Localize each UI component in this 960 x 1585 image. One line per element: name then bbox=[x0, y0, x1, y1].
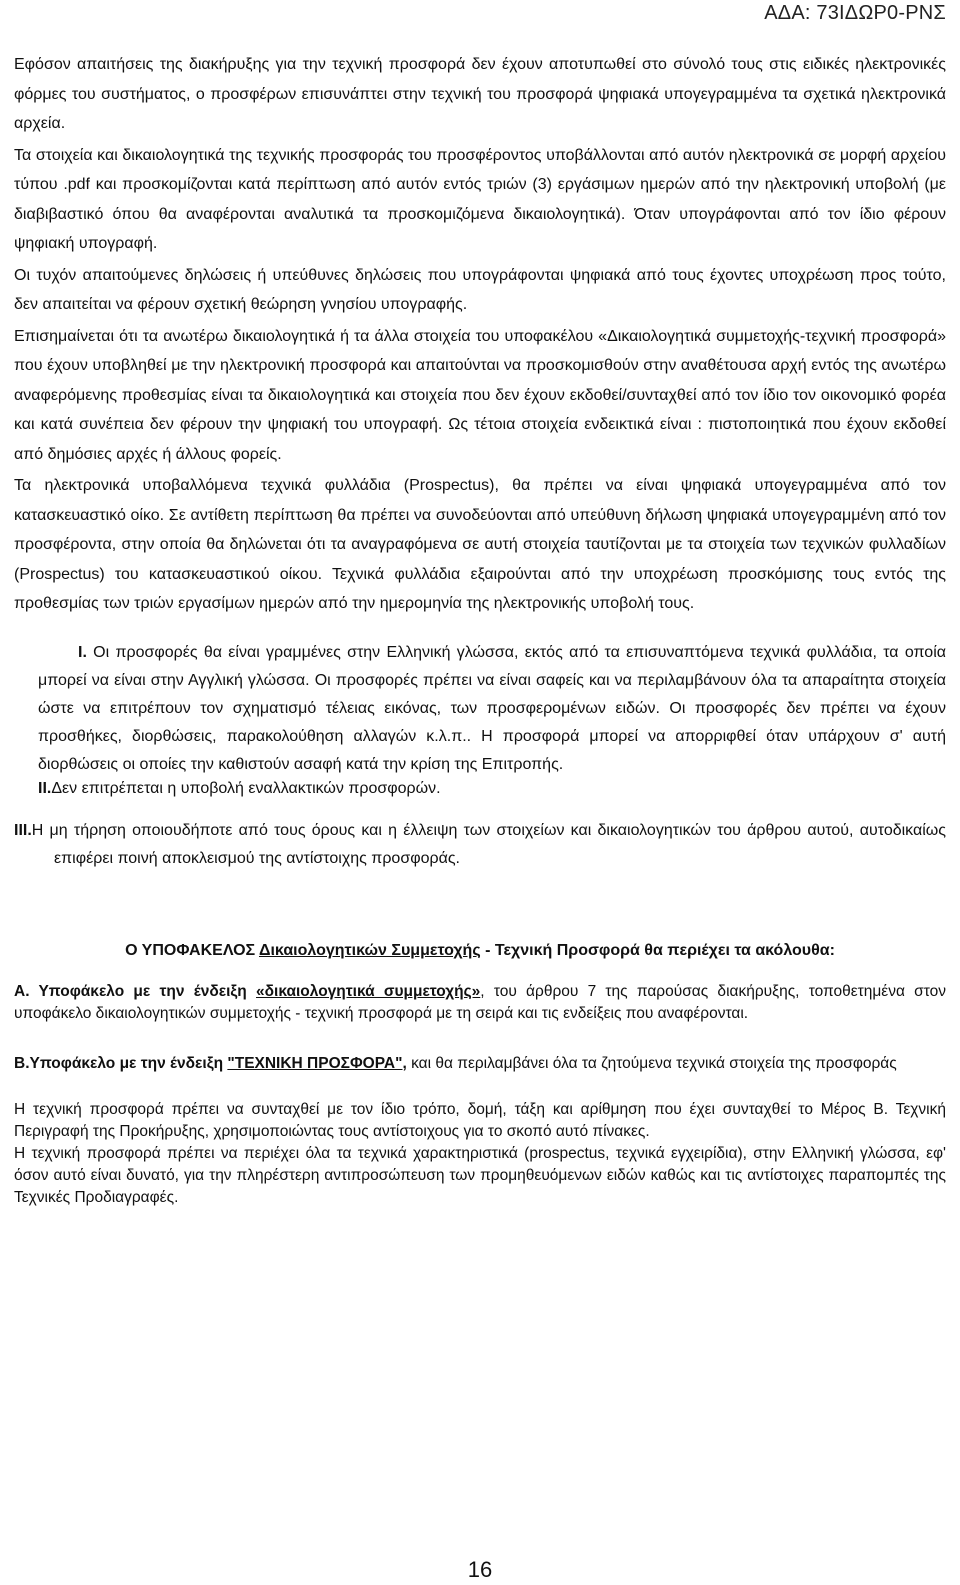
heading-underlined: Δικαιολογητικών Συμμετοχής bbox=[258, 941, 481, 959]
section-b-underlined: "ΤΕΧΝΙΚΗ ΠΡΟΣΦΟΡΑ", bbox=[227, 1054, 407, 1072]
section-b bbox=[14, 1053, 946, 1075]
page-number: 16 bbox=[467, 1557, 493, 1582]
paragraph: Τα στοιχεία και δικαιολογητικά της τεχνικής προσφοράς του προσφέροντος υποβάλλονται από αυτόν ηλεκτρονικά σε μορφή αρχείου τύπου .pdf και προσκομίζονται κατά περίπτωση από αυτόν εντός τριών (3) εργάσιμων ημερών από την ηλεκτρονική υποβολή (με διαβιβαστικό όπου θα αναφέρονται αναλυτικά τα προσκομιζόμενα δικαιολογητικά). Όταν υπογράφονται από τον ίδιο φέρουν ψηφιακή υπογραφή. bbox=[14, 146, 946, 252]
section-a bbox=[14, 981, 946, 1025]
heading-pre: Ο ΥΠΟΦΑΚΕΛΟΣ bbox=[125, 941, 259, 959]
paragraph: Η τεχνική προσφορά πρέπει να περιέχει όλα τα τεχνικά χαρακτηριστικά (prospectus, τεχνικά εγχειρίδια), στην Ελληνική γλώσσα, εφ' όσον αυτό είναι δυνατό, για την πληρέστερη αντιπροσώπευση των προμηθευόμενων ειδών καθώς και τις αντίστοιχες παραπομπές της Τεχνικές Προδιαγραφές. bbox=[14, 1144, 946, 1206]
numbered-list bbox=[14, 639, 946, 873]
list-item bbox=[14, 817, 946, 873]
paragraph: Οι τυχόν απαιτούμενες δηλώσεις ή υπεύθυνες δηλώσεις που υπογράφονται ψηφιακά από τους έχοντες υποχρέωση προς τούτο, δεν απαιτείται να φέρουν σχετική θεώρηση γνησίου υπογραφής. bbox=[14, 266, 946, 313]
list-marker: III. bbox=[14, 821, 32, 839]
list-item bbox=[14, 775, 946, 803]
section-b-text: και θα περιλαμβάνει όλα τα ζητούμενα τεχνικά στοιχεία της προσφοράς bbox=[406, 1054, 897, 1072]
list-item-text: Οι προσφορές θα είναι γραμμένες στην Ελληνική γλώσσα, εκτός από τα επισυναπτόμενα τεχνικά φυλλάδια, τα οποία μπορεί να είναι στην Αγγλική γλώσσα. Οι προσφορές πρέπει να είναι σαφείς και να περιλαμβάνουν όλα τα απαραίτητα στοιχεία ώστε να επιτρέπουν τον σχηματισμό τέλειας εικόνας, των προσφερομένων ειδών. Οι προσφορές δεν πρέπει να έχουν προσθήκες, διορθώσεις, παρακολούθηση αλλαγών κ.λ.π.. Η προσφορά μπορεί να απορριφθεί όταν υπάρχουν σ' αυτή διορθώσεις οι οποίες την καθιστούν ασαφή κατά την κρίση της Επιτροπής. bbox=[38, 643, 946, 773]
document-body bbox=[14, 50, 946, 1209]
section-a-underlined: «δικαιολογητικά συμμετοχής» bbox=[256, 982, 481, 1000]
paragraph: Τα ηλεκτρονικά υποβαλλόμενα τεχνικά φυλλάδια (Prospectus), θα πρέπει να είναι ψηφιακά υπογεγραμμένα από τον κατασκευαστικό οίκο. Σε αντίθετη περίπτωση θα πρέπει να συνοδεύονται από υπεύθυνη δήλωση ψηφιακά υπογεγραμμένη από τον προσφέροντα, στην οποία θα δηλώνεται ότι τα αναγραφόμενα σε αυτή στοιχεία ταυτίζονται με τα στοιχεία των τεχνικών φυλλαδίων (Prospectus) του κατασκευαστικού οίκου. Τεχνικά φυλλάδια εξαιρούνται από την υποχρέωση προσκόμισης τους εντός της προθεσμίας των τριών εργασίμων ημερών από την ημερομηνία της ηλεκτρονικής υποβολή τους. bbox=[14, 477, 946, 612]
ada-code: ΑΔΑ: 73ΙΔΩΡ0-ΡΝΣ bbox=[764, 2, 946, 24]
list-item-text: Δεν επιτρέπεται η υποβολή εναλλακτικών προσφορών. bbox=[51, 779, 441, 797]
section-b-lead: Β.Υποφάκελο με την ένδειξη bbox=[14, 1054, 228, 1072]
list-item bbox=[14, 639, 946, 779]
section-heading bbox=[14, 939, 946, 963]
paragraph: Εφόσον απαιτήσεις της διακήρυξης για την τεχνική προσφορά δεν έχουν αποτυπωθεί στο σύνολό τους στις ειδικές ηλεκτρονικές φόρμες του συστήματος, ο προσφέρων επισυνάπτει στην τεχνική του προσφορά ψηφιακά υπογεγραμμένα τα σχετικά ηλεκτρονικά αρχεία. bbox=[14, 56, 946, 132]
list-marker: II. bbox=[38, 779, 52, 797]
heading-post: - Τεχνική Προσφορά θα περιέχει τα ακόλουθα: bbox=[480, 941, 835, 959]
paragraph: Η τεχνική προσφορά πρέπει να συνταχθεί με τον ίδιο τρόπο, δομή, τάξη και αρίθμηση που έχει συνταχθεί το Μέρος Β. Τεχνική Περιγραφή της Προκήρυξης, χρησιμοποιώντας τους αντίστοιχους για το σκοπό αυτό πίνακες. bbox=[14, 1100, 946, 1140]
paragraph: Επισημαίνεται ότι τα ανωτέρω δικαιολογητικά ή τα άλλα στοιχεία του υποφακέλου «Δικαιολογητικά συμμετοχής-τεχνική προσφορά» που έχουν υποβληθεί με την ηλεκτρονική προσφορά και απαιτούνται να προσκομισθούν στην αναθέτουσα αρχή εντός της ανωτέρω αναφερόμενης προθεσμίας είναι τα δικαιολογητικά και στοιχεία που δεν έχουν εκδοθεί/συνταχθεί από τον ίδιο τον οικονομικό φορέα και κατά συνέπεια δεν φέρουν την ψηφιακή του υπογραφή. Ως τέτοια στοιχεία ενδεικτικά είναι : πιστοποιητικά που έχουν εκδοθεί από δημόσιες αρχές ή άλλους φορείς. bbox=[14, 327, 946, 463]
section-a-lead: Α. Υποφάκελο με την ένδειξη bbox=[14, 982, 256, 1000]
list-marker: I. bbox=[78, 643, 87, 661]
list-item-text: Η μη τήρηση οποιουδήποτε από τους όρους και η έλλειψη των στοιχείων και δικαιολογητικών του άρθρου αυτού, αυτοδικαίως επιφέρει ποινή αποκλεισμού της αντίστοιχης προσφοράς. bbox=[31, 821, 946, 867]
section-a-text: , του άρθρου 7 της παρούσας διακήρυξης, τοποθετημένα στον υποφάκελο δικαιολογητικών συμμετοχής - τεχνική προσφορά με τη σειρά και τις ενδείξεις που αναφέρονται. bbox=[14, 982, 946, 1022]
section-b-body bbox=[14, 1099, 946, 1209]
